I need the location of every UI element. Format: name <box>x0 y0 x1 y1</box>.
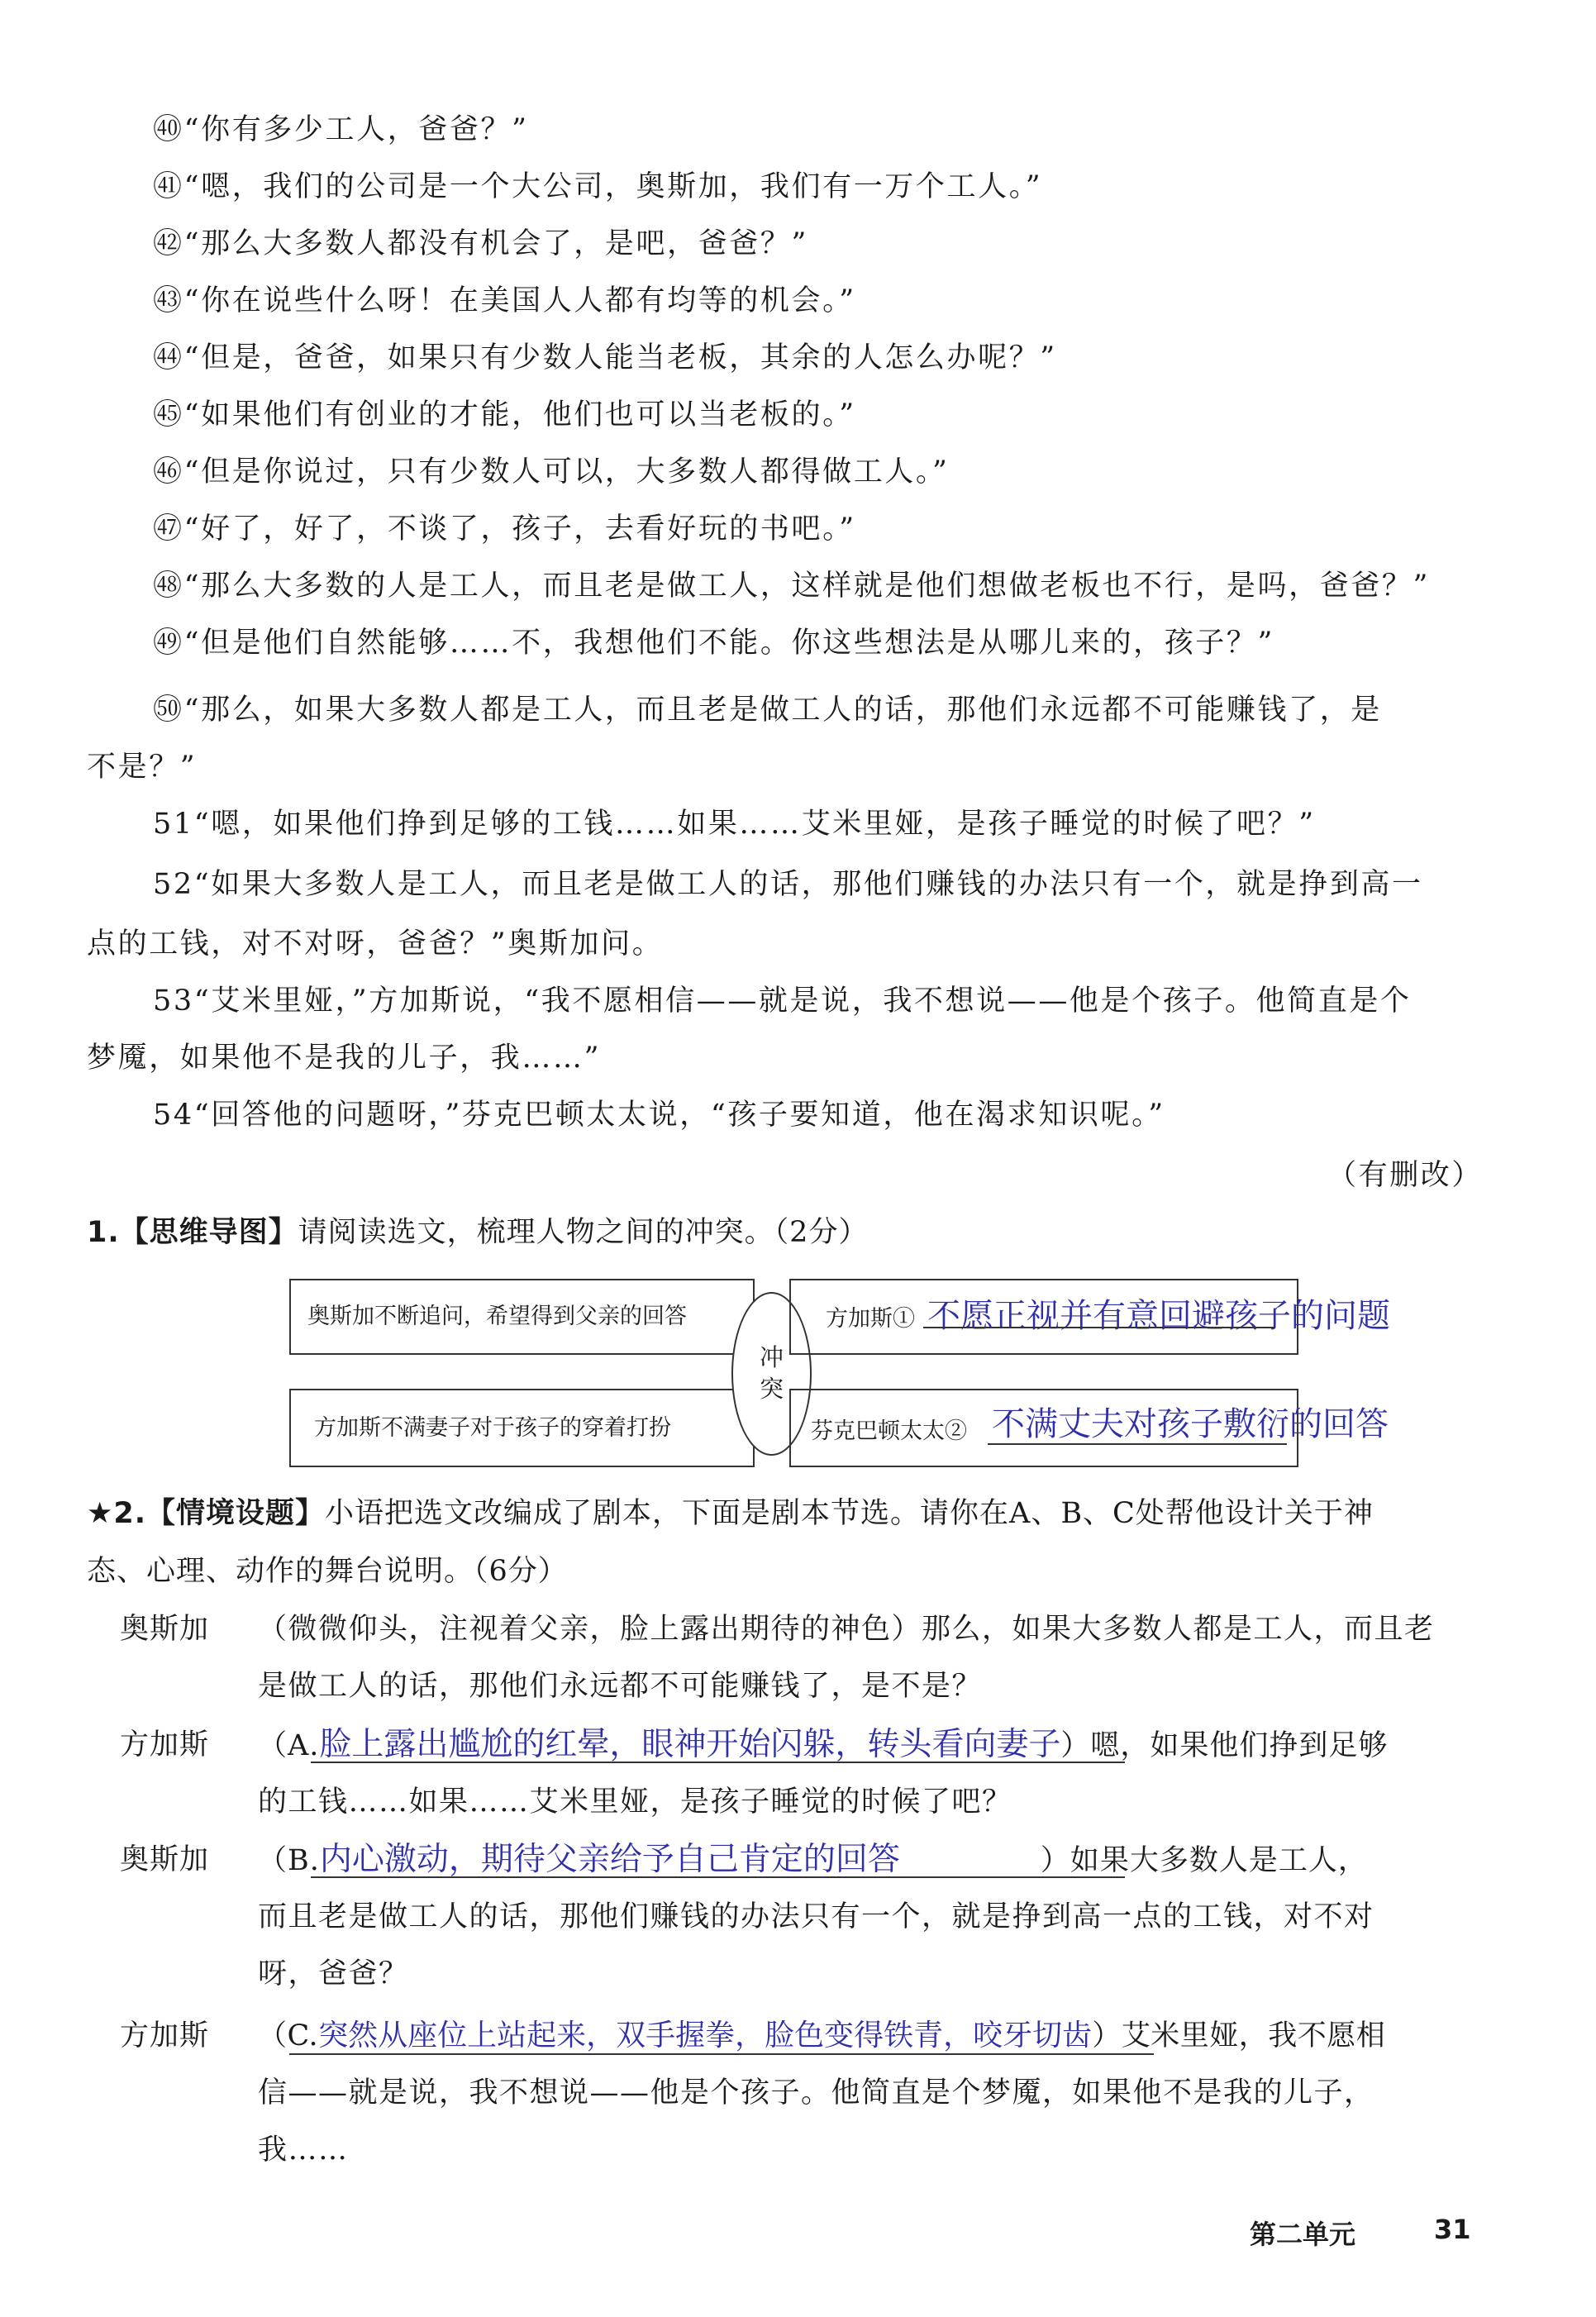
answer-c-underline <box>289 2053 1154 2055</box>
q2-prompt-line2: 态、心理、动作的舞台说明。（6分） <box>87 1555 568 1588</box>
passage-line-53-cont: 梦魇，如果他不是我的儿子，我……” <box>87 1042 602 1075</box>
mindmap-left-bottom-box <box>289 1389 755 1467</box>
blank-c-label: （C. <box>258 2019 319 2052</box>
script-entry-2-after: ）嗯，如果他们挣到足够 <box>1060 1729 1389 1762</box>
passage-line-54: 54“回答他的问题呀，”芬克巴顿太太说，“孩子要知道，他在渴求知识呢。” <box>153 1099 1165 1132</box>
script-entry-3-line3: 呀，爸爸？ <box>258 1957 409 1990</box>
passage-line-53: 53“艾米里娅，”方加斯说，“我不愿相信——就是说，我不想说——他是个孩子。他简直是个 <box>153 984 1412 1018</box>
passage-line-52: 52“如果大多数人是工人，而且老是做工人的话，那他们赚钱的办法只有一个，就是挣到高一 <box>153 868 1423 901</box>
mindmap-center-label: 冲突 <box>759 1343 784 1403</box>
script-entry-1-line2: 是做工人的话，那他们永远都不可能赚钱了，是不是？ <box>258 1670 983 1703</box>
q2-prompt-line1: 小语把选文改编成了剧本，下面是剧本节选。请你在A、B、C处帮他设计关于神 <box>325 1497 1374 1530</box>
script-entry-2-line1 <box>258 1726 1388 1765</box>
q1-prompt: 请阅读选文，梳理人物之间的冲突。（2分） <box>298 1216 869 1249</box>
mindmap-right-bottom-label: 芬克巴顿太太② <box>811 1418 967 1444</box>
answer-b-underline <box>311 1876 1125 1878</box>
passage-line-50: ㊿“那么，如果大多数人都是工人，而且老是做工人的话，那他们永远都不可能赚钱了，是 <box>153 694 1382 727</box>
mindmap-right-bottom-box <box>789 1389 1389 1467</box>
mindmap-left-top-text: 奥斯加不断追问，希望得到父亲的回答 <box>307 1304 687 1329</box>
script-entry-3-after: ）如果大多数人是工人， <box>1040 1844 1368 1877</box>
blank-b-label: （B. <box>258 1844 320 1877</box>
passage-line-47: ㊼“好了，好了，不谈了，孩子，去看好玩的书吧。” <box>153 513 856 546</box>
mindmap-right-top-box <box>789 1279 1390 1355</box>
footer-page-number: 31 <box>1434 2214 1471 2245</box>
mindmap-right-top-label: 方加斯① <box>826 1306 915 1332</box>
passage-line-51: 51“嗯，如果他们挣到足够的工钱……如果……艾米里娅，是孩子睡觉的时候了吧？” <box>153 808 1316 841</box>
passage-line-43: ㊸“你在说些什么呀！在美国人人都有均等的机会。” <box>153 284 856 317</box>
passage-line-42: ㊷“那么大多数人都没有机会了，是吧，爸爸？” <box>153 227 808 260</box>
mindmap-answer-2-underline <box>988 1443 1287 1445</box>
mindmap-left-top-box <box>289 1279 755 1355</box>
passage-line-40: ㊵“你有多少工人，爸爸？” <box>153 113 529 146</box>
script-speaker-3: 奥斯加 <box>120 1843 210 1876</box>
script-entry-3-line1 <box>258 1841 1368 1880</box>
passage-line-50-cont: 不是？” <box>87 751 198 784</box>
passage-line-49: ㊾“但是他们自然能够……不，我想他们不能。你这些想法是从哪儿来的，孩子？” <box>153 627 1274 660</box>
script-speaker-2: 方加斯 <box>120 1728 210 1762</box>
blank-a-label: （A. <box>258 1729 320 1762</box>
q2-number: ★2. <box>87 1497 147 1530</box>
answer-a-underline <box>311 1762 1125 1763</box>
answer-a: 脸上露出尴尬的红晕，眼神开始闪躲，转头看向妻子 <box>319 1726 1061 1763</box>
script-entry-4-line2: 信——就是说，我不想说——他是个孩子。他简直是个梦魇，如果他不是我的儿子， <box>258 2076 1374 2110</box>
passage-line-41: ㊶“嗯，我们的公司是一个大公司，奥斯加，我们有一万个工人。” <box>153 170 1043 203</box>
script-entry-3-line2: 而且老是做工人的话，那他们赚钱的办法只有一个，就是挣到高一点的工钱，对不对 <box>258 1900 1374 1933</box>
passage-line-44: ㊹“但是，爸爸，如果只有少数人能当老板，其余的人怎么办呢？” <box>153 341 1057 374</box>
mindmap-answer-1: 不愿正视并有意回避孩子的问题 <box>927 1297 1390 1335</box>
mindmap-answer-2: 不满丈夫对孩子敷衍的回答 <box>992 1405 1389 1443</box>
source-note: （有删改） <box>1327 1159 1484 1192</box>
mindmap-left-bottom-text: 方加斯不满妻子对于孩子的穿着打扮 <box>314 1415 671 1441</box>
script-entry-2-line2: 的工钱……如果……艾米里娅，是孩子睡觉的时候了吧？ <box>258 1785 1012 1819</box>
answer-c: 突然从座位上站起来，双手握拳，脸色变得铁青，咬牙切齿 <box>318 2019 1093 2052</box>
q1-number: 1. <box>87 1216 120 1249</box>
script-speaker-1: 奥斯加 <box>120 1613 210 1646</box>
script-entry-4-line1 <box>258 2017 1385 2055</box>
script-entry-1-line1: （微微仰头，注视着父亲，脸上露出期待的神色）那么，如果大多数人都是工人，而且老 <box>258 1613 1435 1646</box>
mindmap-answer-1-underline <box>923 1327 1275 1328</box>
passage-line-52-cont: 点的工钱，对不对呀，爸爸？”奥斯加问。 <box>87 927 664 961</box>
passage-line-45: ㊺“如果他们有创业的才能，他们也可以当老板的。” <box>153 398 856 431</box>
script-entry-4-line3: 我…… <box>258 2133 349 2167</box>
passage-line-46: ㊻“但是你说过，只有少数人可以，大多数人都得做工人。” <box>153 455 950 489</box>
answer-b: 内心激动，期待父亲给予自己肯定的回答 <box>319 1841 900 1878</box>
script-speaker-4: 方加斯 <box>120 2019 210 2052</box>
footer-unit: 第二单元 <box>1250 2219 1356 2250</box>
q1-tag: 【思维导图】 <box>119 1216 298 1249</box>
q2-heading <box>87 1495 1374 1533</box>
passage-line-48: ㊽“那么大多数的人是工人，而且老是做工人，这样就是他们想做老板也不行，是吗，爸爸？” <box>153 570 1430 603</box>
script-entry-4-after: ）艾米里娅，我不愿相 <box>1092 2019 1386 2052</box>
q1-heading <box>87 1213 868 1251</box>
q2-tag: 【情境设题】 <box>146 1497 326 1530</box>
